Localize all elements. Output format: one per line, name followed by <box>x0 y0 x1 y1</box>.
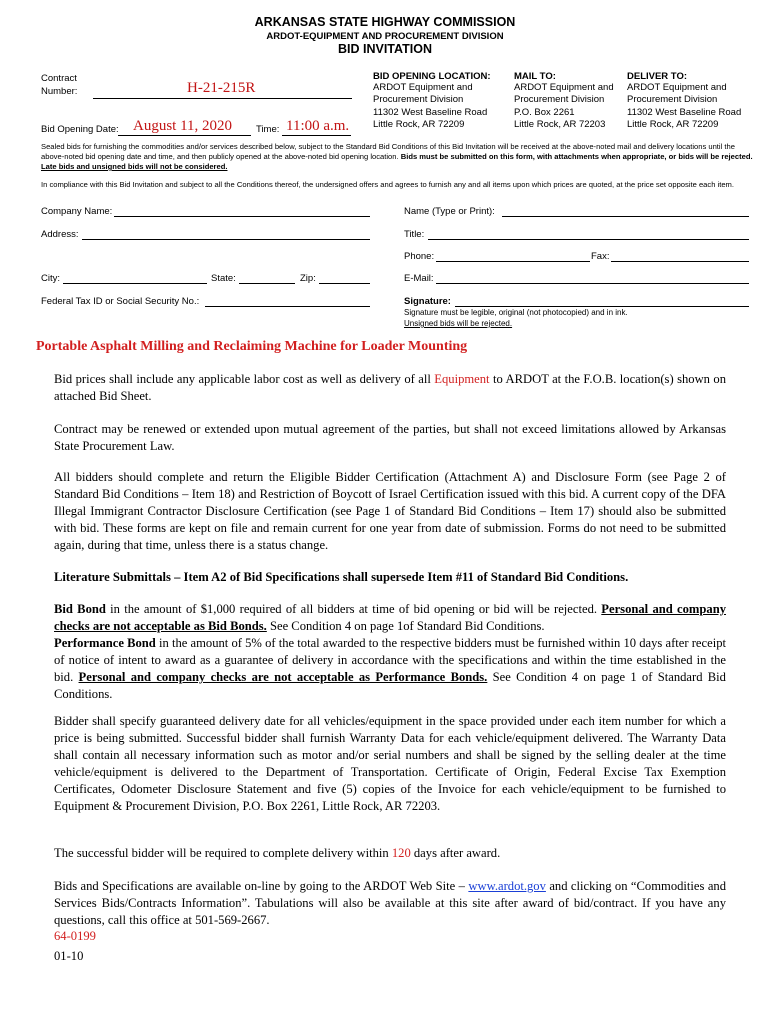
title-label: Title: <box>404 229 425 240</box>
contract-number-line <box>93 98 352 99</box>
unsigned-bids-note: Unsigned bids will be rejected. <box>404 319 513 328</box>
contract-label: Contract <box>41 73 77 84</box>
mail-to-line: Little Rock, AR 72203 <box>514 118 606 130</box>
certification-paragraph: All bidders should complete and return the Eligible Bidder Certification (Attachment A) and Disclosure Form (see Page 2 of Standard Bid Conditions – Item 18) and Restriction of Boycott of Israel Certification issued with this bid. A current copy of the DFA Illegal Immigrant Contractor Disclosure Certification (see Page 1 of Standard Bid Conditions – Item 17) should also be submitted with bid. These forms are kept on file and remain current for one year from date of submission. Forms do not need to be submitted again, during that time, unless there is a status change. <box>54 470 726 552</box>
mail-to-location <box>514 71 614 131</box>
form-revision: 01-10 <box>54 949 84 963</box>
bid-opening-location-title: BID OPENING LOCATION: <box>373 71 491 82</box>
sealed-bids-text: Sealed bids for furnishing the commodities and/or services described below, subject to the Standard Bid Conditions of this Bid Invitation will be received at the above-noted mail and delivery locations until the above-noted bid opening date and time, and then publicly opened at the above-noted bid opening location. <box>41 142 735 161</box>
state-field[interactable] <box>239 283 295 284</box>
item-title: Portable Asphalt Milling and Reclaiming Machine for Loader Mounting <box>36 339 468 354</box>
agency-title: ARKANSAS STATE HIGHWAY COMMISSION <box>254 15 516 29</box>
contract-number-label: Number: <box>41 86 78 97</box>
ardot-website-link[interactable]: www.ardot.gov <box>468 879 546 893</box>
online-text-tail: and clicking on “Commodities and Services Bids/Contracts Information”. Tabulations will also be available at this site after award of bid/contract. If you have any questions, call this office at 501-569-2667. <box>54 879 727 927</box>
performance-bond-text: in the amount of 5% of the total awarded to the respective bidders must be furnished within 10 days after receipt of notice of intent to award as a guarantee of delivery in accordance with the specifications and within the time established in the bid. <box>54 636 726 684</box>
address-label: Address: <box>41 229 79 240</box>
equipment-term: Equipment <box>434 372 490 386</box>
division-title: ARDOT-EQUIPMENT AND PROCUREMENT DIVISION <box>266 31 504 42</box>
bid-bond-text: in the amount of $1,000 required of all bidders at time of bid opening or bid will be rejected. <box>105 602 602 616</box>
deliver-to-line: 11302 West Baseline Road <box>627 106 742 118</box>
performance-bond-condition: See Condition 4 on page 1 of Standard Bid Conditions. <box>54 670 726 701</box>
delivery-days: 120 <box>391 846 411 860</box>
email-field[interactable] <box>436 283 749 284</box>
time-label: Time: <box>256 124 280 135</box>
deliver-to-line: Little Rock, AR 72209 <box>627 118 719 130</box>
compliance-notice: In compliance with this Bid Invitation and subject to all the Conditions thereof, the undersigned offers and agrees to furnish any and all items upon which prices are quoted, at the price set opposite each item. <box>41 180 734 189</box>
mail-to-line: Procurement Division <box>514 94 605 106</box>
city-field[interactable] <box>63 283 207 284</box>
bid-bond-checks-warning: Personal and company checks are not acceptable as Bid Bonds. <box>54 602 727 633</box>
mail-to-title: MAIL TO: <box>514 71 556 82</box>
signature-field[interactable] <box>455 306 749 307</box>
zip-label: Zip: <box>300 273 316 284</box>
zip-field[interactable] <box>319 283 370 284</box>
name-label: Name (Type or Print): <box>404 206 495 217</box>
pricing-text-tail: to ARDOT at the F.O.B. location(s) shown on attached Bid Sheet. <box>54 372 727 403</box>
bid-opening-location <box>373 71 491 131</box>
performance-bond-checks-warning: Personal and company checks are not acceptable as Performance Bonds. <box>78 670 488 684</box>
address-field[interactable] <box>82 239 370 240</box>
late-bids-warning: Late bids and unsigned bids will not be considered. <box>41 162 228 171</box>
online-paragraph <box>54 878 726 929</box>
signature-label: Signature: <box>404 296 451 307</box>
fax-label: Fax: <box>591 251 610 262</box>
bid-opening-date-label: Bid Opening Date: <box>41 124 119 135</box>
delivery-time-paragraph <box>54 845 726 862</box>
bid-opening-location-line: Little Rock, AR 72209 <box>373 118 465 130</box>
delivery-time-text: The successful bidder will be required to complete delivery within <box>54 846 392 860</box>
city-label: City: <box>41 273 60 284</box>
bonds-paragraph <box>54 601 726 703</box>
email-label: E-Mail: <box>404 273 434 284</box>
performance-bond-title: Performance Bond <box>54 636 156 650</box>
mail-to-line: ARDOT Equipment and <box>514 82 614 93</box>
document-title: BID INVITATION <box>338 42 432 56</box>
deliver-to-line: Procurement Division <box>627 94 718 106</box>
delivery-paragraph: Bidder shall specify guaranteed delivery date for all vehicles/equipment in the space provided under each item number for which a price is being submitted. Successful bidder shall furnish Warranty Data for each vehicle/equipment delivered. The Warranty Data shall contain all necessary information such as motor and/or serial numbers and shall be signed by the selling dealer at the time vehicle/equipment is delivered to the Department of Transportation. Certificate of Origin, Federal Excise Tax Exemption Certificates, Odometer Disclosure Statement and five (5) copies of the Invoice for each vehicle/equipment to be furnished to Equipment & Procurement Division, P.O. Box 2261, Little Rock, AR 72203. <box>54 714 726 813</box>
sealed-bids-requirement: Bids must be submitted on this form, with attachments when appropriate, or bids will be rejected. <box>400 152 753 161</box>
bid-opening-date-value[interactable]: August 11, 2020 <box>133 118 233 134</box>
phone-field[interactable] <box>436 261 590 262</box>
deliver-to-title: DELIVER TO: <box>627 71 687 82</box>
pricing-paragraph <box>54 371 726 405</box>
mail-to-line: P.O. Box 2261 <box>514 106 575 118</box>
online-text: Bids and Specifications are available on-line by going to the ARDOT Web Site – <box>54 879 469 893</box>
time-value[interactable]: 11:00 a.m. <box>286 118 350 134</box>
name-field[interactable] <box>502 216 749 217</box>
deliver-to-location <box>627 71 741 131</box>
pricing-text: Bid prices shall include any applicable labor cost as well as delivery of all <box>54 372 435 386</box>
bid-opening-location-line: 11302 West Baseline Road <box>373 106 488 118</box>
signature-note: Signature must be legible, original (not photocopied) and in ink. <box>404 308 628 317</box>
deliver-to-line: ARDOT Equipment and <box>627 82 727 93</box>
phone-label: Phone: <box>404 251 435 262</box>
tax-id-label: Federal Tax ID or Social Security No.: <box>41 296 200 307</box>
time-line <box>282 135 351 136</box>
bid-opening-location-line: ARDOT Equipment and <box>373 82 473 93</box>
bid-bond-condition: See Condition 4 on page 1of Standard Bid Conditions. <box>266 619 545 633</box>
fax-field[interactable] <box>611 261 749 262</box>
bid-bond-title: Bid Bond <box>54 602 106 616</box>
title-field[interactable] <box>428 239 749 240</box>
literature-submittals: Literature Submittals – Item A2 of Bid Specifications shall supersede Item #11 of Standard Bid Conditions. <box>54 570 629 584</box>
tax-id-field[interactable] <box>205 306 370 307</box>
company-name-field[interactable] <box>114 216 370 217</box>
renewal-paragraph: Contract may be renewed or extended upon mutual agreement of the parties, but shall not exceed limitations allowed by Arkansas State Procurement Law. <box>54 422 726 453</box>
delivery-time-tail: days after award. <box>410 846 501 860</box>
bid-opening-date-line <box>118 135 251 136</box>
state-label: State: <box>211 273 236 284</box>
form-code: 64-0199 <box>54 929 96 943</box>
company-name-label: Company Name: <box>41 206 113 217</box>
sealed-bids-notice <box>41 142 753 172</box>
bid-opening-location-line: Procurement Division <box>373 94 464 106</box>
contract-number-value[interactable]: H-21-215R <box>187 80 256 96</box>
